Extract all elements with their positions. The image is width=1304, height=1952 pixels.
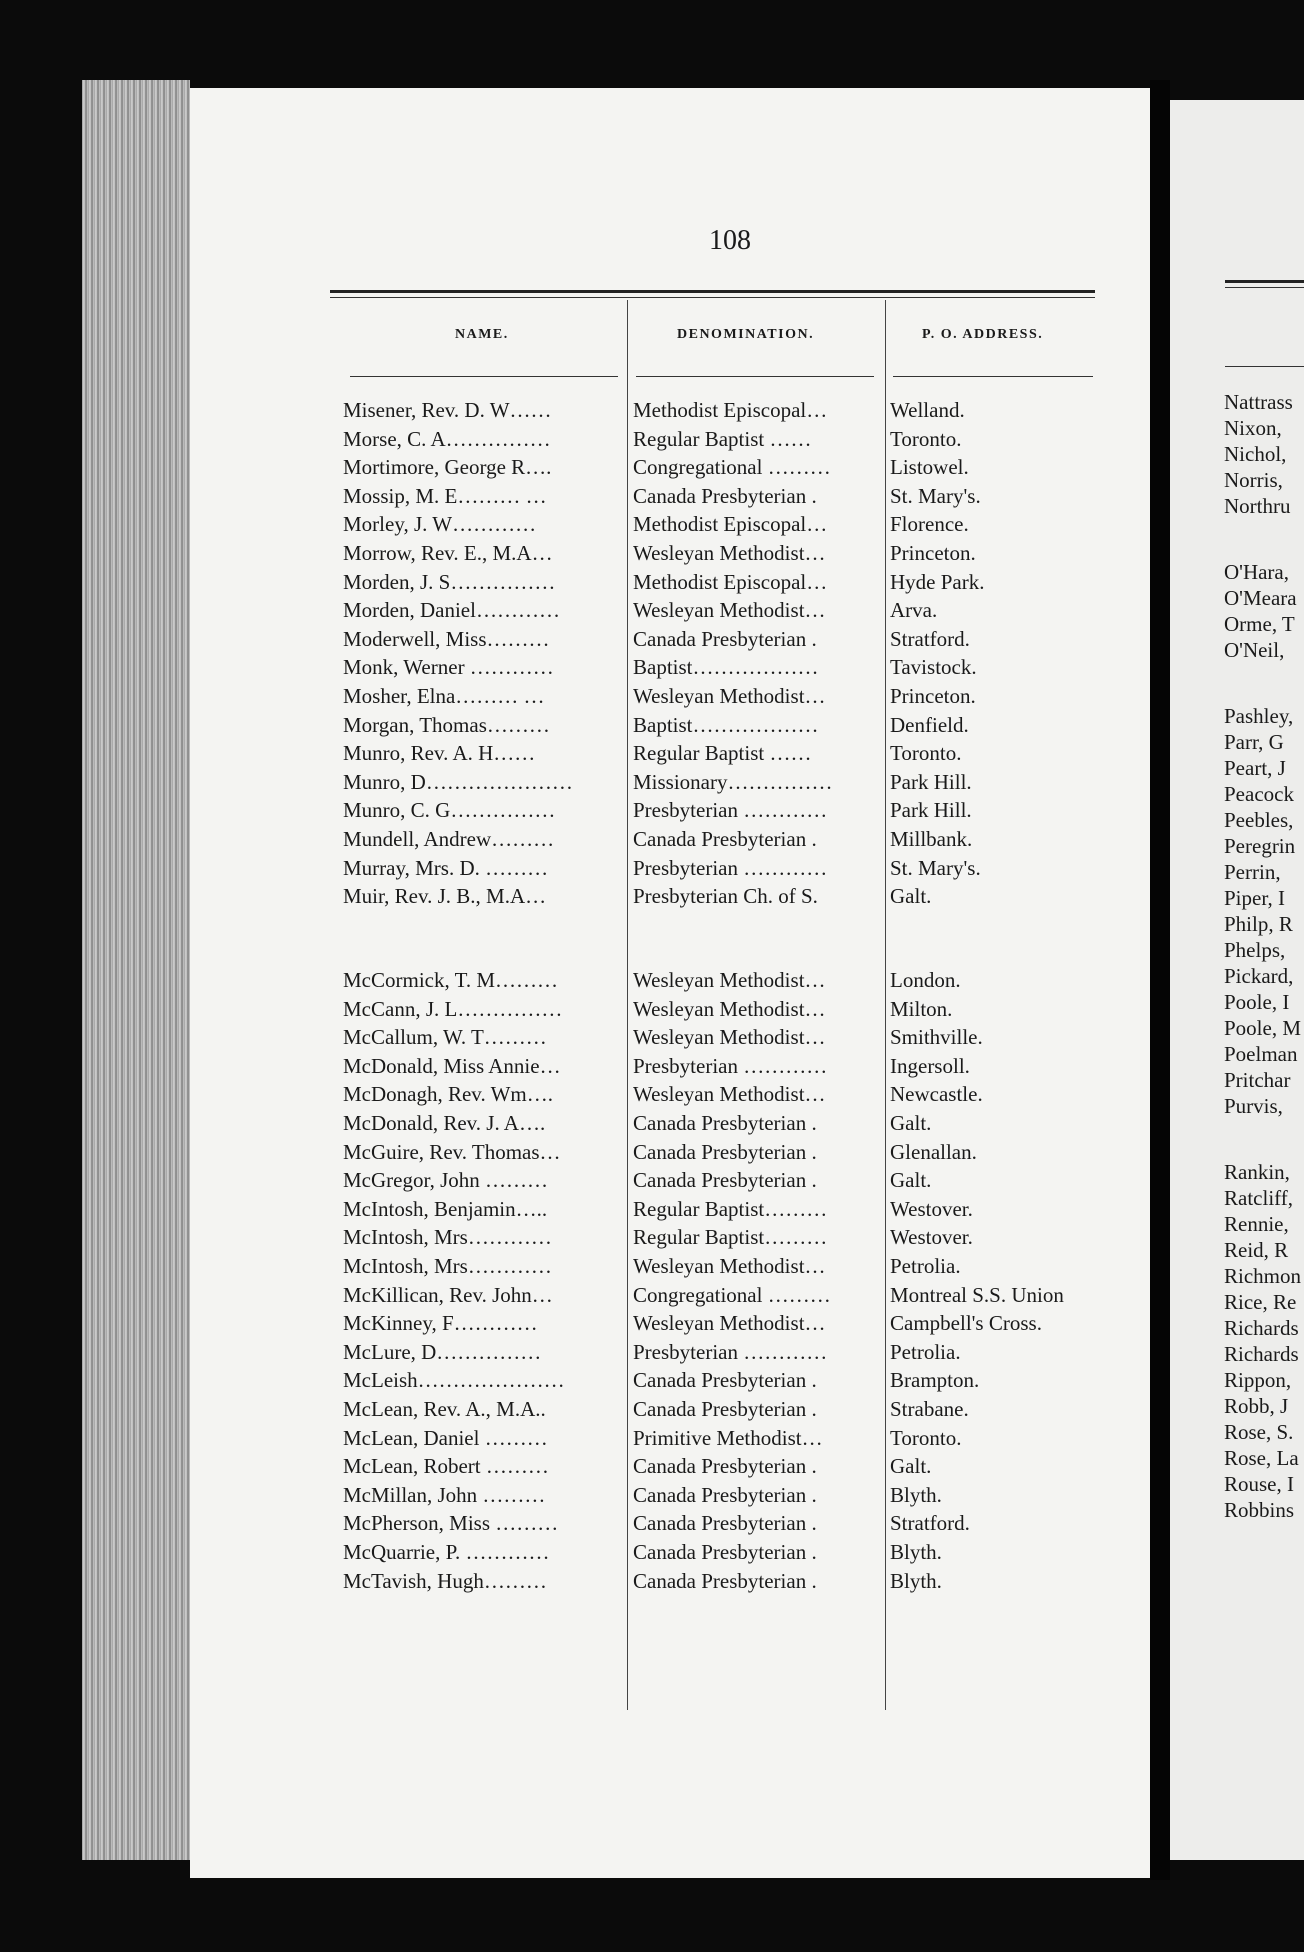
cell-denomination: Wesleyan Methodist… <box>633 968 826 992</box>
cell-denomination: Primitive Methodist… <box>633 1425 823 1450</box>
cell-denomination: Canada Presbyterian . <box>633 1139 817 1164</box>
cell-name: Monk, Werner ………… <box>343 655 554 680</box>
right-page-name-fragment: Richards <box>1224 1316 1299 1340</box>
cell-denomination: Regular Baptist …… <box>633 426 812 451</box>
cell-address: Listowel. <box>890 455 969 480</box>
cell-denomination: Presbyterian ………… <box>633 1339 828 1364</box>
cell-address: Petrolia. <box>890 1254 961 1278</box>
right-page-name-fragment: Perrin, <box>1224 860 1281 884</box>
right-page-name-fragment: Richards <box>1224 1342 1299 1366</box>
cell-denomination: Wesleyan Methodist… <box>633 1025 826 1050</box>
right-page-name-fragment: Orme, T <box>1224 612 1295 636</box>
cell-name: McCormick, T. M……… <box>343 968 559 992</box>
cell-denomination: Canada Presbyterian . <box>633 1568 817 1593</box>
right-page-name-fragment: Pashley, <box>1224 704 1294 728</box>
cell-denomination: Canada Presbyterian . <box>633 1482 817 1507</box>
cell-denomination: Canada Presbyterian . <box>633 1168 817 1193</box>
cell-name: Morrow, Rev. E., M.A… <box>343 541 553 565</box>
cell-address: St. Mary's. <box>890 483 981 508</box>
cell-address: Westover. <box>890 1196 973 1221</box>
cell-address: Glenallan. <box>890 1139 977 1164</box>
right-page-name-fragment: Philp, R <box>1224 912 1293 936</box>
column-divider-1 <box>627 300 628 1710</box>
cell-name: Morley, J. W………… <box>343 512 537 537</box>
cell-name: Mosher, Elna……… … <box>343 684 545 708</box>
right-page-name-fragment: Nixon, <box>1224 416 1282 440</box>
cell-denomination: Wesleyan Methodist… <box>633 541 826 565</box>
right-page-name-fragment: Nattrass <box>1224 390 1293 414</box>
cell-denomination: Baptist……………… <box>633 712 819 737</box>
right-page-name-fragment: Nichol, <box>1224 442 1287 466</box>
cell-name: Muir, Rev. J. B., M.A… <box>343 884 547 909</box>
cell-name: Morgan, Thomas……… <box>343 712 550 737</box>
cell-denomination: Presbyterian Ch. of S. <box>633 884 818 909</box>
cell-name: Morse, C. A…………… <box>343 426 551 451</box>
right-page-name-fragment: Peacock <box>1224 782 1294 806</box>
cell-name: McGregor, John ……… <box>343 1168 549 1193</box>
right-page-name-fragment: Purvis, <box>1224 1094 1283 1118</box>
cell-name: McKinney, F………… <box>343 1311 538 1336</box>
cell-name: McGuire, Rev. Thomas… <box>343 1139 561 1164</box>
right-page-name-fragment: Rouse, I <box>1224 1472 1294 1496</box>
cell-address: Hyde Park. <box>890 569 985 594</box>
cell-name: McMillan, John ……… <box>343 1482 546 1507</box>
cell-address: Galt. <box>890 884 932 909</box>
cell-name: McCallum, W. T……… <box>343 1025 547 1050</box>
right-page-name-fragment: Rippon, <box>1224 1368 1292 1392</box>
right-page-name-fragment: Peebles, <box>1224 808 1294 832</box>
cell-address: Campbell's Cross. <box>890 1311 1042 1336</box>
cell-denomination: Congregational ……… <box>633 1282 831 1307</box>
cell-address: Milton. <box>890 996 953 1021</box>
cell-denomination: Canada Presbyterian . <box>633 626 817 651</box>
column-divider-2 <box>885 300 886 1710</box>
right-page-name-fragment: Reid, R <box>1224 1238 1289 1262</box>
cell-address: Toronto. <box>890 741 962 766</box>
right-page-name-fragment: Norris, <box>1224 468 1283 492</box>
column-header-denomination: DENOMINATION. <box>677 327 815 342</box>
cell-name: McLure, D…………… <box>343 1339 542 1364</box>
cell-address: Strabane. <box>890 1397 969 1421</box>
cell-denomination: Canada Presbyterian . <box>633 1540 817 1564</box>
cell-name: McIntosh, Mrs………… <box>343 1254 552 1278</box>
column-header-address: P. O. ADDRESS. <box>922 327 1044 342</box>
cell-denomination: Canada Presbyterian . <box>633 483 817 508</box>
right-page-name-fragment: Robbins <box>1224 1498 1295 1522</box>
cell-address: Toronto. <box>890 426 962 451</box>
cell-address: Welland. <box>890 398 965 422</box>
right-page-name-fragment: Rose, S. <box>1224 1420 1294 1444</box>
right-page-name-fragment: Piper, I <box>1224 886 1285 910</box>
cell-name: Morden, J. S…………… <box>343 569 556 594</box>
cell-address: Park Hill. <box>890 798 972 823</box>
cell-denomination: Wesleyan Methodist… <box>633 684 826 708</box>
right-page-name-fragment: O'Neil, <box>1224 638 1285 662</box>
cell-address: Smithville. <box>890 1025 983 1050</box>
right-page-name-fragment: Pickard, <box>1224 964 1294 988</box>
cell-denomination: Canada Presbyterian . <box>633 1368 817 1393</box>
cell-name: McKillican, Rev. John… <box>343 1282 553 1307</box>
cell-address: Toronto. <box>890 1425 962 1450</box>
right-page-name-fragment: Poole, M <box>1224 1016 1302 1040</box>
cell-name: McQuarrie, P. ………… <box>343 1540 550 1564</box>
right-page-name-fragment: Peart, J <box>1224 756 1286 780</box>
cell-address: Florence. <box>890 512 969 537</box>
right-page-rule-thick <box>1225 280 1304 283</box>
cell-name: Mundell, Andrew……… <box>343 827 555 851</box>
cell-name: McCann, J. L…………… <box>343 996 563 1021</box>
right-page-name-fragment: Parr, G <box>1224 730 1284 754</box>
cell-name: Morden, Daniel………… <box>343 598 560 623</box>
header-rule-thick <box>330 290 1095 293</box>
right-page-name-fragment: Rose, La <box>1224 1446 1299 1470</box>
cell-denomination: Presbyterian ………… <box>633 855 828 880</box>
right-page-name-fragment: O'Meara <box>1224 586 1297 610</box>
cell-address: Park Hill. <box>890 769 972 794</box>
book-binding-edge <box>82 80 190 1860</box>
cell-denomination: Presbyterian ………… <box>633 1053 828 1078</box>
cell-denomination: Missionary…………… <box>633 769 833 794</box>
cell-name: Murray, Mrs. D. ……… <box>343 855 549 880</box>
cell-name: McPherson, Miss ……… <box>343 1511 559 1536</box>
cell-name: Mortimore, George R…. <box>343 455 552 480</box>
cell-name: Munro, C. G…………… <box>343 798 556 823</box>
right-page-name-fragment: Rennie, <box>1224 1212 1289 1236</box>
cell-address: Blyth. <box>890 1540 942 1564</box>
right-page-rule-thin <box>1225 287 1304 288</box>
cell-denomination: Presbyterian ………… <box>633 798 828 823</box>
cell-name: Munro, Rev. A. H…… <box>343 741 536 766</box>
cell-name: McLean, Robert ……… <box>343 1454 549 1479</box>
right-page-name-fragment: Rice, Re <box>1224 1290 1297 1314</box>
cell-denomination: Wesleyan Methodist… <box>633 1311 826 1336</box>
cell-address: Denfield. <box>890 712 969 737</box>
cell-address: Galt. <box>890 1111 932 1135</box>
cell-name: McIntosh, Mrs………… <box>343 1225 552 1250</box>
cell-address: Newcastle. <box>890 1082 983 1107</box>
cell-address: Montreal S.S. Union <box>890 1282 1064 1307</box>
right-page-name-fragment: Richmon <box>1224 1264 1301 1288</box>
cell-address: London. <box>890 968 961 992</box>
cell-denomination: Canada Presbyterian . <box>633 1111 817 1135</box>
header-underline-address <box>893 376 1093 377</box>
cell-address: St. Mary's. <box>890 855 981 880</box>
cell-name: McLeish………………… <box>343 1368 565 1393</box>
cell-denomination: Wesleyan Methodist… <box>633 996 826 1021</box>
cell-address: Westover. <box>890 1225 973 1250</box>
cell-denomination: Wesleyan Methodist… <box>633 1254 826 1278</box>
right-page-name-fragment: Rankin, <box>1224 1160 1290 1184</box>
cell-denomination: Methodist Episcopal… <box>633 569 828 594</box>
cell-denomination: Congregational ……… <box>633 455 831 480</box>
cell-denomination: Regular Baptist……… <box>633 1196 828 1221</box>
cell-address: Tavistock. <box>890 655 977 680</box>
cell-name: Moderwell, Miss……… <box>343 626 550 651</box>
right-page-rule-sub <box>1225 366 1304 367</box>
cell-denomination: Methodist Episcopal… <box>633 398 828 422</box>
page-number: 108 <box>709 225 751 256</box>
cell-denomination: Canada Presbyterian . <box>633 1511 817 1536</box>
cell-address: Princeton. <box>890 684 976 708</box>
right-page-name-fragment: Robb, J <box>1224 1394 1289 1418</box>
cell-address: Galt. <box>890 1168 932 1193</box>
header-underline-name <box>350 376 618 377</box>
header-rule-thin <box>330 297 1095 298</box>
cell-address: Arva. <box>890 598 938 623</box>
cell-name: McTavish, Hugh……… <box>343 1568 547 1593</box>
cell-address: Brampton. <box>890 1368 980 1393</box>
header-underline-denomination <box>636 376 874 377</box>
cell-address: Stratford. <box>890 626 970 651</box>
cell-name: Mossip, M. E……… … <box>343 483 547 508</box>
cell-name: Munro, D………………… <box>343 769 573 794</box>
cell-denomination: Canada Presbyterian . <box>633 1454 817 1479</box>
cell-name: McLean, Rev. A., M.A.. <box>343 1397 546 1421</box>
cell-name: McDonagh, Rev. Wm…. <box>343 1082 553 1107</box>
cell-denomination: Canada Presbyterian . <box>633 1397 817 1421</box>
right-page-name-fragment: Poole, I <box>1224 990 1290 1014</box>
cell-name: McIntosh, Benjamin….. <box>343 1196 548 1221</box>
cell-denomination: Baptist……………… <box>633 655 819 680</box>
page-gutter <box>1150 80 1170 1880</box>
cell-address: Ingersoll. <box>890 1053 970 1078</box>
right-page-name-fragment: O'Hara, <box>1224 560 1289 584</box>
right-page-name-fragment: Peregrin <box>1224 834 1296 858</box>
right-page-name-fragment: Northru <box>1224 494 1291 518</box>
cell-address: Blyth. <box>890 1482 942 1507</box>
cell-name: Misener, Rev. D. W…… <box>343 398 552 422</box>
cell-name: McDonald, Miss Annie… <box>343 1053 561 1078</box>
cell-address: Petrolia. <box>890 1339 961 1364</box>
cell-name: McLean, Daniel ……… <box>343 1425 548 1450</box>
cell-address: Galt. <box>890 1454 932 1479</box>
right-page-name-fragment: Ratcliff, <box>1224 1186 1294 1210</box>
cell-denomination: Wesleyan Methodist… <box>633 1082 826 1107</box>
cell-address: Millbank. <box>890 827 973 851</box>
cell-name: McDonald, Rev. J. A…. <box>343 1111 546 1135</box>
cell-denomination: Regular Baptist …… <box>633 741 812 766</box>
column-header-name: NAME. <box>455 327 509 342</box>
right-page-name-fragment: Poelman <box>1224 1042 1298 1066</box>
cell-address: Princeton. <box>890 541 976 565</box>
right-page-name-fragment: Pritchar <box>1224 1068 1291 1092</box>
cell-denomination: Canada Presbyterian . <box>633 827 817 851</box>
cell-denomination: Wesleyan Methodist… <box>633 598 826 623</box>
cell-denomination: Methodist Episcopal… <box>633 512 828 537</box>
cell-denomination: Regular Baptist……… <box>633 1225 828 1250</box>
cell-address: Stratford. <box>890 1511 970 1536</box>
cell-address: Blyth. <box>890 1568 942 1593</box>
right-page-name-fragment: Phelps, <box>1224 938 1286 962</box>
